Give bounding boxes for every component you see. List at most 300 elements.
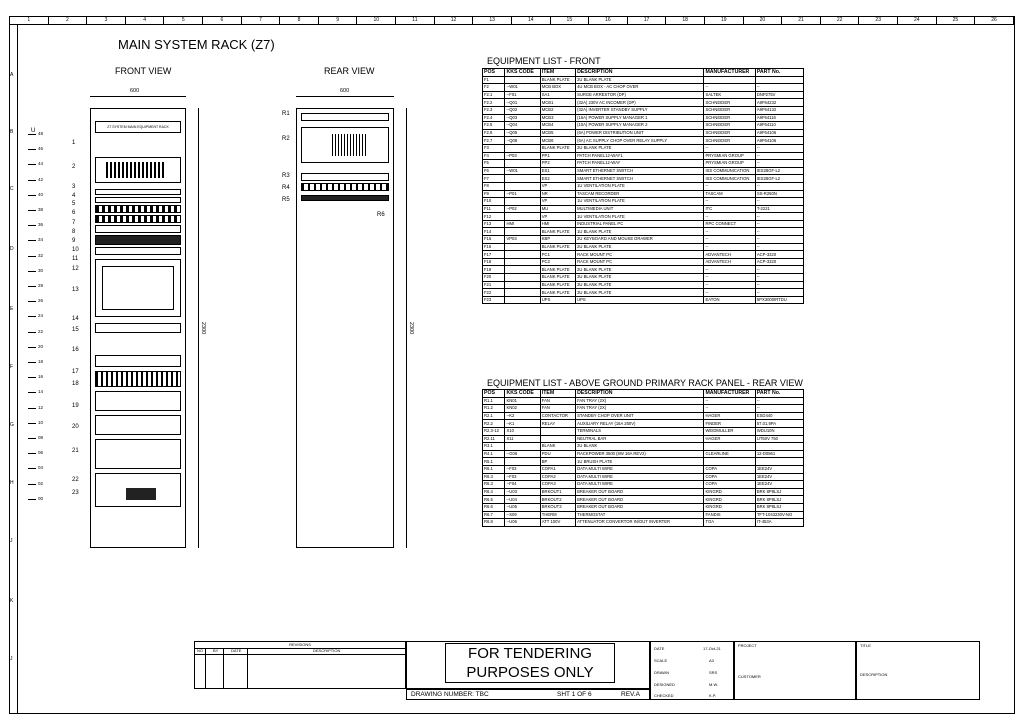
table-cell — [505, 274, 540, 282]
table-cell: --Q01 — [505, 99, 540, 107]
front-equipment-table — [482, 68, 804, 304]
column-marker: 15 — [551, 17, 590, 24]
table-cell: IES28GF-L2 — [755, 167, 803, 175]
table-cell: KN01 — [505, 397, 540, 405]
u-scale-tick — [28, 271, 36, 272]
u-scale-label: 28 — [38, 283, 44, 288]
sheet-number: SHT 1 OF 6 — [557, 691, 592, 698]
tender-line-1: FOR TENDERING — [468, 645, 592, 662]
table-row — [483, 160, 804, 168]
front-position-label: 13 — [72, 287, 79, 293]
table-cell — [505, 198, 540, 206]
table-cell: 1EE24V — [755, 465, 803, 473]
table-cell: KINGRD — [704, 503, 755, 511]
patch-panel-1 — [95, 189, 181, 195]
designed-value: M.W. — [709, 682, 719, 687]
table-cell: MCB5 — [540, 129, 575, 137]
table-row — [483, 213, 804, 221]
table-cell: SALTEK — [704, 91, 755, 99]
table-cell: X10 — [505, 427, 540, 435]
u-scale-tick — [28, 362, 36, 363]
front-height-label: 2300 — [200, 322, 206, 335]
table-cell: F2.4 — [483, 114, 505, 122]
table-cell — [755, 76, 803, 84]
table-cell: --S09 — [505, 511, 540, 519]
front-rack-panel-label: Z7 SYSTEM MAIN EQUIPMENT RACK — [107, 125, 169, 129]
table-cell: PRYSMIAN GROUP — [704, 152, 755, 160]
u-scale-label: 38 — [38, 207, 44, 212]
rear-rack — [296, 108, 394, 548]
table-cell: ISS COMMUNICATION — [704, 175, 755, 183]
table-cell: 12-D0861 — [755, 450, 803, 458]
table-row — [483, 190, 804, 198]
u-scale-label: 46 — [38, 146, 44, 152]
table-row — [483, 175, 804, 183]
table-cell: F2.5 — [483, 122, 505, 130]
column-marker: 14 — [512, 17, 551, 24]
u-scale-label: 42 — [38, 176, 44, 182]
u-scale-label: 00 — [38, 495, 44, 501]
table-cell: -- — [704, 198, 755, 206]
table-cell: -- — [755, 182, 803, 190]
u-scale-label: 30 — [38, 267, 44, 273]
table-header-cell: DESCRIPTION — [576, 69, 704, 77]
u-scale-tick — [28, 347, 36, 348]
table-cell — [505, 243, 540, 251]
table-cell — [704, 76, 755, 84]
table-cell: R6.6 — [483, 503, 505, 511]
table-cell: FAN TRAY (2X) — [576, 405, 704, 413]
table-cell: -- — [755, 220, 803, 228]
front-height-dimension — [198, 108, 199, 548]
table-cell: COPA — [704, 481, 755, 489]
table-cell: -- — [704, 84, 755, 92]
table-cell: R2.1 — [483, 412, 505, 420]
table-cell: F2.1 — [483, 91, 505, 99]
table-cell: R2.3-12 — [483, 427, 505, 435]
table-cell: PRYSMIAN GROUP — [704, 160, 755, 168]
row-marker: F — [10, 364, 14, 370]
table-cell: F18 — [483, 258, 505, 266]
table-cell: HMI — [505, 220, 540, 228]
table-cell: SCHNEIDER — [704, 106, 755, 114]
row-marker: G — [10, 422, 14, 428]
rev-description-header: DESCRIPTION — [313, 648, 341, 653]
table-cell: R4.1 — [483, 450, 505, 458]
table-row — [483, 281, 804, 289]
table-cell: MCB4 — [540, 122, 575, 130]
table-cell: 2U BLANK PLATE — [576, 144, 704, 152]
table-cell: -- — [755, 84, 803, 92]
table-cell — [755, 443, 803, 451]
column-marker: 9 — [319, 17, 358, 24]
front-position-label: 3 — [72, 184, 76, 190]
table-cell: KINGRD — [704, 488, 755, 496]
drawn-value: SRS — [709, 670, 718, 675]
rear-equipment-table — [482, 389, 804, 527]
table-cell — [505, 266, 540, 274]
table-row — [483, 266, 804, 274]
front-position-label: 5 — [72, 201, 76, 207]
u-scale-label: 04 — [38, 465, 44, 471]
table-cell: THERMOSTAT — [576, 511, 704, 519]
table-cell: ES2 — [540, 175, 575, 183]
revisions-label: REVISIONS — [195, 642, 405, 649]
u-scale-label: 22 — [38, 328, 44, 334]
table-row — [483, 274, 804, 282]
table-cell — [505, 182, 540, 190]
table-header-cell: POS — [483, 390, 505, 398]
u-scale-mark: U — [31, 128, 36, 134]
table-header-cell: POS — [483, 69, 505, 77]
table-cell: F21 — [483, 281, 505, 289]
table-cell: 3U BLANK PLATE — [576, 281, 704, 289]
table-cell: ESD440 — [755, 412, 803, 420]
table-cell: INDUSTRIAL PANEL PC — [576, 220, 704, 228]
column-marker: 3 — [87, 17, 126, 24]
u-scale-label: 10 — [38, 419, 44, 425]
table-cell: BLANK — [540, 443, 575, 451]
table-cell: -- — [755, 281, 803, 289]
table-cell: 3U BLANK PLATE — [576, 289, 704, 297]
table-cell: -- — [755, 274, 803, 282]
u-scale-label: 32 — [38, 252, 44, 258]
u-scale-label: 14 — [38, 389, 44, 395]
table-cell: F2.7 — [483, 137, 505, 145]
table-cell: (6A) AC SUPPLY CHOP OVER RELAY SUPPLY — [576, 137, 704, 145]
row-marker: K — [10, 598, 14, 604]
table-row — [483, 511, 804, 519]
table-cell — [505, 289, 540, 297]
table-cell: R6.1 — [483, 465, 505, 473]
table-cell: -- — [755, 152, 803, 160]
u-scale-label: 18 — [38, 359, 44, 364]
table-cell: BRKOUT2 — [540, 496, 575, 504]
table-cell: R2.11 — [483, 435, 505, 443]
table-row — [483, 503, 804, 511]
table-header-cell: DESCRIPTION — [576, 390, 704, 398]
table-cell: SMART ETHERNET SWITCH — [576, 167, 704, 175]
column-marker: 18 — [666, 17, 705, 24]
table-cell: -- — [755, 243, 803, 251]
u-scale-tick — [28, 438, 36, 439]
table-cell: CLEARLINE — [704, 450, 755, 458]
row-marker: J — [10, 656, 13, 662]
table-cell: F2.2 — [483, 99, 505, 107]
table-cell — [505, 175, 540, 183]
table-row — [483, 106, 804, 114]
front-position-label: 14 — [72, 316, 79, 322]
table-row — [483, 405, 804, 413]
table-row — [483, 220, 804, 228]
u-scale-tick — [28, 164, 36, 165]
table-cell: FANDIS — [704, 511, 755, 519]
table-cell: 5PX3000IRTDU — [755, 296, 803, 304]
table-cell: F2.6 — [483, 129, 505, 137]
table-cell: A9F64132 — [755, 106, 803, 114]
table-row — [483, 76, 804, 84]
table-row — [483, 496, 804, 504]
u-scale-label: 06 — [38, 450, 44, 456]
row-marker: J — [10, 538, 13, 544]
table-cell: -- — [755, 213, 803, 221]
table-cell: R6.4 — [483, 488, 505, 496]
table-header-cell: KKS CODE — [505, 390, 540, 398]
table-cell: MCB3 — [540, 114, 575, 122]
rear-position-label: R5 — [282, 197, 290, 203]
column-marker: 1 — [10, 17, 49, 24]
table-cell: --P01 — [505, 190, 540, 198]
u-scale-tick — [28, 286, 36, 287]
table-cell: RPC CONNECT — [704, 220, 755, 228]
table-header-cell: MANUFACTURER — [704, 69, 755, 77]
tender-line-2: PURPOSES ONLY — [466, 664, 594, 681]
table-cell — [505, 228, 540, 236]
table-row — [483, 251, 804, 259]
table-cell: BLANK PLATE — [540, 76, 575, 84]
table-row — [483, 84, 804, 92]
front-position-label: 12 — [72, 266, 79, 272]
table-cell: VP — [540, 213, 575, 221]
table-cell: BRKOUT1 — [540, 488, 575, 496]
table-cell: A9F64232 — [755, 99, 803, 107]
table-cell: F2.3 — [483, 106, 505, 114]
table-cell: F12 — [483, 213, 505, 221]
table-cell: AUXILIARY RELAY (16A 250V) — [576, 420, 704, 428]
column-marker: 6 — [203, 17, 242, 24]
table-cell: 1U VENTILATION PLATE — [576, 213, 704, 221]
table-cell: BLANK PLATE — [540, 281, 575, 289]
patch-panel-2 — [95, 197, 181, 203]
front-position-label: 15 — [72, 327, 79, 333]
front-rack-label-plate — [95, 121, 181, 133]
table-cell: BP — [540, 458, 575, 466]
table-cell: R5.1 — [483, 458, 505, 466]
table-cell: ATT 100V — [540, 519, 575, 527]
table-cell — [505, 160, 540, 168]
table-cell: WEIDMULLER — [704, 427, 755, 435]
table-cell — [704, 458, 755, 466]
table-cell: F19 — [483, 266, 505, 274]
table-cell: -- — [704, 243, 755, 251]
table-cell: SCHNEIDER — [704, 99, 755, 107]
table-cell: --W01 — [505, 167, 540, 175]
rear-width-dimension — [296, 96, 394, 97]
table-row — [483, 99, 804, 107]
title-block — [856, 641, 980, 700]
table-cell: SCHNEIDER — [704, 114, 755, 122]
u-scale-tick — [28, 195, 36, 196]
table-cell: A9F64116 — [755, 114, 803, 122]
table-cell: VP — [540, 198, 575, 206]
table-header-row — [483, 390, 804, 398]
u-scale-tick — [28, 149, 36, 150]
table-cell: -- — [755, 236, 803, 244]
table-cell: MCB1 — [540, 99, 575, 107]
table-header-cell: MANUFACTURER — [704, 390, 755, 398]
table-cell: R1.1 — [483, 397, 505, 405]
table-cell: (32A) INVERTER STANDBY SUPPLY — [576, 106, 704, 114]
table-cell: F14 — [483, 228, 505, 236]
table-row — [483, 435, 804, 443]
table-cell: --U05 — [505, 503, 540, 511]
column-ruler — [9, 16, 1015, 25]
table-cell: BRK 8P8LSJ — [755, 503, 803, 511]
table-cell: MULTIMEDIA UNIT — [576, 205, 704, 213]
front-position-label: 8 — [72, 229, 76, 235]
table-cell: 3U BLANK PLATE — [576, 274, 704, 282]
table-cell — [505, 144, 540, 152]
u-scale-tick — [28, 453, 36, 454]
table-cell: F23 — [483, 296, 505, 304]
table-cell: MCB BOX — [540, 84, 575, 92]
table-row — [483, 122, 804, 130]
front-position-label: 9 — [72, 238, 76, 244]
table-header-cell: PART No. — [755, 390, 803, 398]
scale-value: A3 — [709, 658, 714, 663]
rear-height-label: 2300 — [408, 322, 414, 335]
table-cell: FINDER — [704, 420, 755, 428]
table-cell: UT50V 750 — [755, 435, 803, 443]
description-label: DESCRIPTION — [860, 672, 888, 677]
table-cell — [704, 443, 755, 451]
table-cell: A9F64110 — [755, 122, 803, 130]
table-cell: BLANK PLATE — [540, 144, 575, 152]
table-cell: F13 — [483, 220, 505, 228]
table-row — [483, 481, 804, 489]
table-cell — [755, 458, 803, 466]
u-scale-tick — [28, 240, 36, 241]
table-cell: BREAKER OUT BOARD — [576, 488, 704, 496]
table-cell: -- — [704, 144, 755, 152]
revisions-block — [194, 641, 406, 689]
table-cell: ACP-3320 — [755, 258, 803, 266]
table-cell — [505, 296, 540, 304]
industrial-panel-pc — [95, 259, 181, 317]
table-cell: -- — [704, 228, 755, 236]
table-cell: IT-453A — [755, 519, 803, 527]
front-position-label: 7 — [72, 220, 76, 226]
row-marker: H — [10, 480, 14, 486]
table-cell: --K2 — [505, 412, 540, 420]
project-label: PROJECT — [738, 643, 757, 648]
table-cell: A9F64106 — [755, 137, 803, 145]
rack-pc-1 — [95, 355, 181, 367]
table-cell: F7 — [483, 175, 505, 183]
front-position-label: 22 — [72, 477, 79, 483]
table-cell: COPA2 — [540, 473, 575, 481]
table-cell: ATTENUATOR CONVERTOR IN/OUT INVERTER — [576, 519, 704, 527]
u-scale-label: 16 — [38, 374, 44, 380]
table-cell: BRKOUT3 — [540, 503, 575, 511]
table-cell: MCB6 — [540, 137, 575, 145]
column-marker: 10 — [357, 17, 396, 24]
table-cell: --Q05 — [505, 129, 540, 137]
table-cell: RELAY — [540, 420, 575, 428]
fan-tray-1 — [301, 113, 389, 121]
table-cell: --K1 — [505, 420, 540, 428]
table-cell: --W01 — [505, 84, 540, 92]
table-cell: 2U BLANK PLATE — [576, 76, 704, 84]
table-cell: 1U BRUSH PLATE — [576, 458, 704, 466]
u-scale-label: 34 — [38, 237, 44, 243]
table-cell: VP03 — [505, 236, 540, 244]
title-label: TITLE — [860, 643, 871, 648]
table-row — [483, 236, 804, 244]
table-cell: SMART ETHERNET SWITCH — [576, 175, 704, 183]
rear-position-label: R6 — [377, 212, 385, 218]
u-scale-tick — [28, 499, 36, 500]
table-cell: --P02 — [505, 205, 540, 213]
table-cell: --Q02 — [505, 106, 540, 114]
front-position-label: 4 — [72, 193, 76, 199]
drawing-title: MAIN SYSTEM RACK (Z7) — [118, 37, 275, 52]
table-cell: KBP — [540, 236, 575, 244]
u-scale-tick — [28, 423, 36, 424]
table-cell: NEUTRAL BAR — [576, 435, 704, 443]
table-cell: A9F64106 — [755, 129, 803, 137]
u-scale-tick — [28, 180, 36, 181]
table-cell: RACKPOWER 3500 (8W 16A REV2) — [576, 450, 704, 458]
table-cell: F20 — [483, 274, 505, 282]
row-marker: C — [10, 186, 14, 192]
chop-over-unit — [301, 127, 389, 163]
table-cell: -- — [704, 236, 755, 244]
table-cell: -- — [704, 397, 755, 405]
table-cell: TASCAM RECORDER — [576, 190, 704, 198]
table-cell: BLANK PLATE — [540, 228, 575, 236]
table-cell: 2U KEYBOARD AND MOUSE DRAWER — [576, 236, 704, 244]
table-cell: NR — [540, 190, 575, 198]
u-scale-tick — [28, 332, 36, 333]
table-cell: -- — [755, 198, 803, 206]
table-cell: FAN — [540, 405, 575, 413]
table-cell: X11 — [505, 435, 540, 443]
u-scale-tick — [28, 256, 36, 257]
checked-label: CHECKED — [654, 693, 674, 698]
table-cell: FAN — [540, 397, 575, 405]
keyboard-drawer — [95, 323, 181, 333]
tascam-recorder — [95, 225, 181, 233]
rack-pc-2 — [95, 371, 181, 387]
ups — [95, 473, 181, 507]
table-cell: HAGER — [704, 412, 755, 420]
table-cell: --U03 — [505, 488, 540, 496]
table-cell: TOA — [704, 519, 755, 527]
table-cell — [505, 458, 540, 466]
u-scale-label: 26 — [38, 298, 44, 304]
table-row — [483, 450, 804, 458]
table-cell: 1U VENTILATION PLATE — [576, 182, 704, 190]
scale-label: SCALE — [654, 658, 668, 663]
column-marker: 2 — [49, 17, 88, 24]
table-cell: MU — [540, 205, 575, 213]
row-marker: E — [10, 306, 14, 312]
table-cell: --Q03 — [505, 114, 540, 122]
table-cell: 1EE24V — [755, 473, 803, 481]
table-header-cell: ITEM — [540, 69, 575, 77]
table-cell: (16A) POWER SUPPLY MANAGER 1 — [576, 114, 704, 122]
table-cell: -- — [704, 274, 755, 282]
table-cell: DATA MULTI WIRE — [576, 465, 704, 473]
table-cell: --F04 — [505, 481, 540, 489]
table-cell: 1U VENTILATION PLATE — [576, 198, 704, 206]
table-cell: FAN TRAY (2X) — [576, 397, 704, 405]
u-scale-tick — [28, 484, 36, 485]
table-cell: PC2 — [540, 258, 575, 266]
table-cell: --F01 — [505, 91, 540, 99]
table-cell: BLANK PLATE — [540, 243, 575, 251]
